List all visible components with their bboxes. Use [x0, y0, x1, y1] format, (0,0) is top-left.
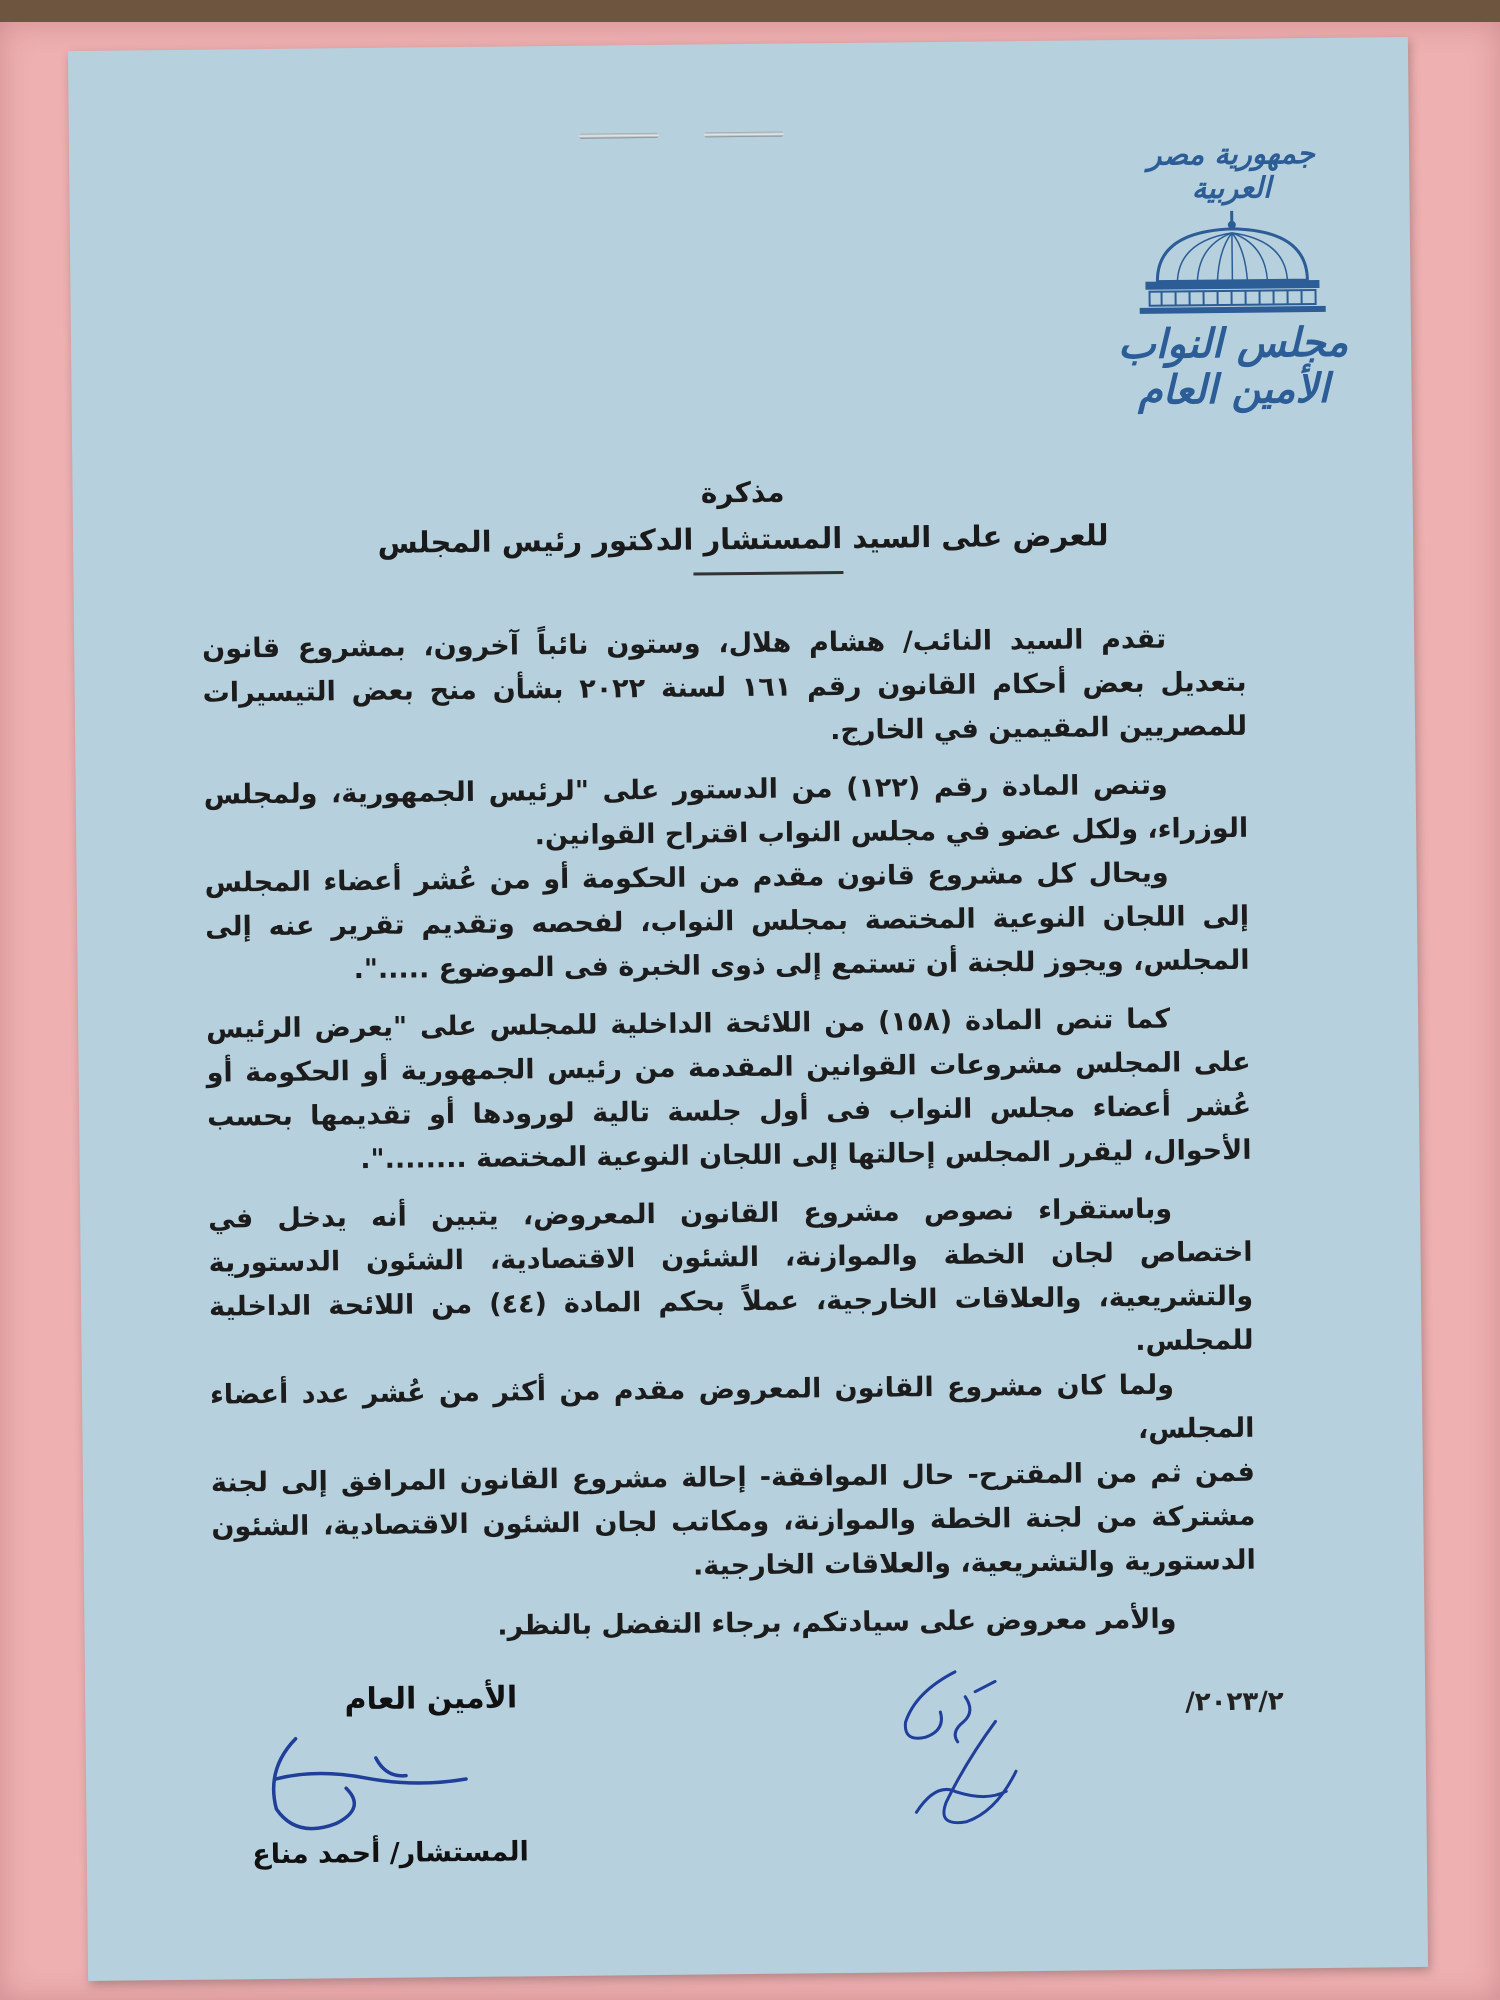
paragraph: وتنص المادة رقم (١٢٢) من الدستور على "لرئيس الجمهورية، ولمجلس الوزراء، ولكل عضو في مجلس النواب اقتراح القوانين. — [203, 769, 1249, 852]
parliament-dome-icon — [1127, 208, 1338, 320]
signatory-title: الأمين العام — [344, 1680, 518, 1718]
title-underline — [693, 571, 843, 576]
closing-line: والأمر معروض على سيادتكم، برجاء التفضل بالنظر. — [497, 1603, 1177, 1642]
secretary-signature — [236, 1727, 477, 1854]
letterhead-office: الأمين العام — [1137, 364, 1330, 414]
paragraph: تقدم السيد النائب/ هشام هلال، وستون نائباً آخرون، بمشروع قانون بتعديل بعض أحكام القانون رقم ١٦١ لسنة ٢٠٢٢ بشأن منح بعض التيسيرات للمصريين المقيمين في الخارج. — [202, 623, 1248, 747]
paragraph: وباستقراء نصوص مشروع القانون المعروض، يتبين أنه يدخل في اختصاص لجان الخطة والموازنة، الشئون الاقتصادية، الشئون الدستورية والتشريعية، والعلاقات الخارجية، عملاً بحكم المادة (٤٤) من اللائحة الداخلية للمجلس. — [208, 1193, 1254, 1357]
signatory-name: المستشار/ أحمد مناع — [252, 1836, 529, 1871]
paragraph: كما تنص المادة (١٥٨) من اللائحة الداخلية للمجلس على "يعرض الرئيس على المجلس مشروعات القوانين المقدمة من رئيس الجمهورية أو الحكومة أو عُشر أعضاء مجلس النواب فى أول جلسة تالية لورودها أو تقديمها بحسب الأحوال، ليقرر المجلس إحالتها إلى اللجان النوعية المختصة ........". — [206, 1003, 1252, 1176]
memo-subtitle: للعرض على السيد المستشار الدكتور رئيس المجلس — [377, 518, 1109, 560]
staple — [579, 133, 659, 139]
speaker-approval-signature — [845, 1651, 1047, 1857]
letterhead-council: مجلس النواب — [1117, 318, 1349, 369]
paragraph: ولما كان مشروع القانون المعروض مقدم من أكثر من عُشر عدد أعضاء المجلس، — [209, 1369, 1255, 1445]
staple — [704, 132, 784, 138]
paragraph: فمن ثم من المقترح- حال الموافقة- إحالة مشروع القانون المرافق إلى لجنة مشتركة من لجنة الخطة والموازنة، ومكاتب لجان الشئون الاقتصادية، الشئون الدستورية والتشريعية، والعلاقات الخارجية. — [210, 1456, 1256, 1582]
paragraph: ويحال كل مشروع قانون مقدم من الحكومة أو من عُشر أعضاء المجلس إلى اللجان النوعية المختصة بمجلس النواب، لفحصه وتقديم تقرير عنه إلى المجلس، ويجوز للجنة أن تستمع إلى ذوى الخبرة فى الموضوع .....". — [204, 857, 1250, 986]
letterhead-emblem — [1111, 136, 1355, 478]
memo-body — [202, 617, 1257, 1666]
memo-paper — [68, 37, 1428, 1981]
memo-date: ٢٠٢٣/٢/ — [1185, 1686, 1284, 1718]
memo-title: مذكرة — [700, 475, 785, 510]
letterhead-country: جمهورية مصر العربية — [1147, 136, 1315, 206]
